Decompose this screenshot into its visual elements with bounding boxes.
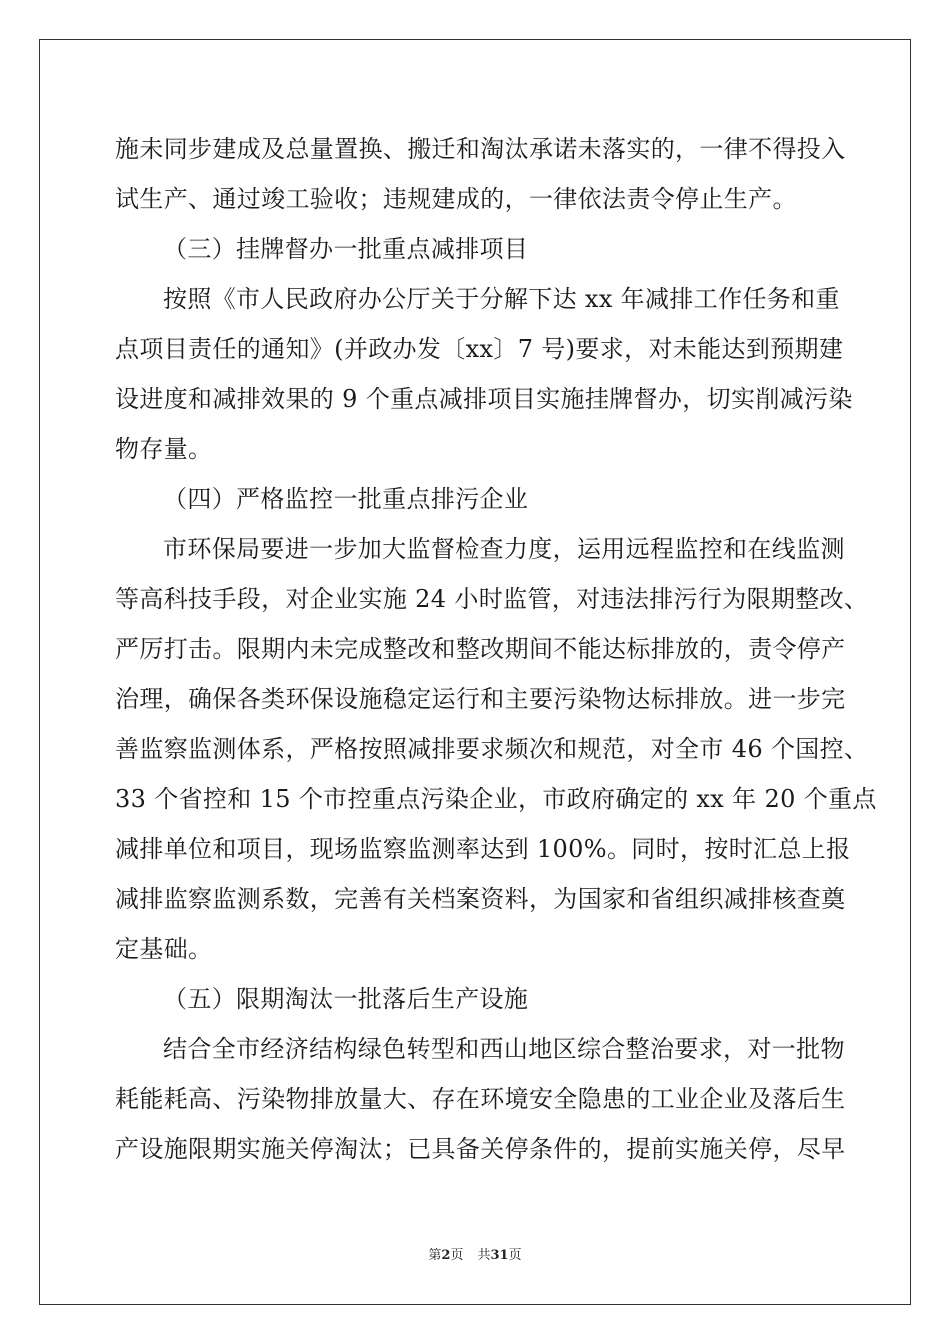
section-heading: （三）挂牌督办一批重点减排项目 — [163, 235, 529, 263]
paragraph-first-line: 按照《市人民政府办公厅关于分解下达 xx 年减排工作任务和重 — [163, 285, 840, 313]
body-line: 施未同步建成及总量置换、搬迁和淘汰承诺未落实的，一律不得投入 — [115, 135, 846, 163]
body-line: 点项目责任的通知》(并政办发〔xx〕7 号)要求，对未能达到预期建 — [115, 335, 844, 363]
body-line: 设进度和减排效果的 9 个重点减排项目实施挂牌督办，切实削减污染 — [115, 385, 853, 413]
body-line: 定基础。 — [115, 935, 213, 963]
body-line: 减排单位和项目，现场监察监测率达到 100%。同时，按时汇总上报 — [115, 835, 851, 863]
page-number: 2 — [441, 1248, 451, 1263]
body-line: 减排监察监测系数，完善有关档案资料，为国家和省组织减排核查奠 — [115, 885, 846, 913]
body-line: 治理，确保各类环保设施稳定运行和主要污染物达标排放。进一步完 — [115, 685, 846, 713]
body-line: 等高科技手段，对企业实施 24 小时监管，对违法排污行为限期整改、 — [115, 585, 869, 613]
body-line: 善监察监测体系，严格按照减排要求频次和规范，对全市 46 个国控、 — [115, 735, 869, 763]
page-prefix: 第 — [428, 1248, 442, 1263]
total-prefix: 共 — [477, 1248, 491, 1263]
section-heading: （四）严格监控一批重点排污企业 — [163, 485, 529, 513]
body-line: 物存量。 — [115, 435, 213, 463]
section-heading: （五）限期淘汰一批落后生产设施 — [163, 985, 529, 1013]
paragraph-first-line: 市环保局要进一步加大监督检查力度，运用远程监控和在线监测 — [163, 535, 845, 563]
page-suffix: 页 — [450, 1248, 464, 1263]
total-suffix: 页 — [508, 1248, 522, 1263]
total-pages: 31 — [490, 1248, 509, 1263]
body-line: 严厉打击。限期内未完成整改和整改期间不能达标排放的，责令停产 — [115, 635, 846, 663]
page-footer — [0, 1247, 950, 1265]
body-line: 耗能耗高、污染物排放量大、存在环境安全隐患的工业企业及落后生 — [115, 1085, 846, 1113]
body-line: 试生产、通过竣工验收；违规建成的，一律依法责令停止生产。 — [115, 185, 797, 213]
body-line: 产设施限期实施关停淘汰；已具备关停条件的，提前实施关停，尽早 — [115, 1135, 846, 1163]
paragraph-first-line: 结合全市经济结构绿色转型和西山地区综合整治要求，对一批物 — [163, 1035, 845, 1063]
page-border — [39, 39, 911, 1305]
body-line: 33 个省控和 15 个市控重点污染企业，市政府确定的 xx 年 20 个重点 — [115, 785, 877, 813]
